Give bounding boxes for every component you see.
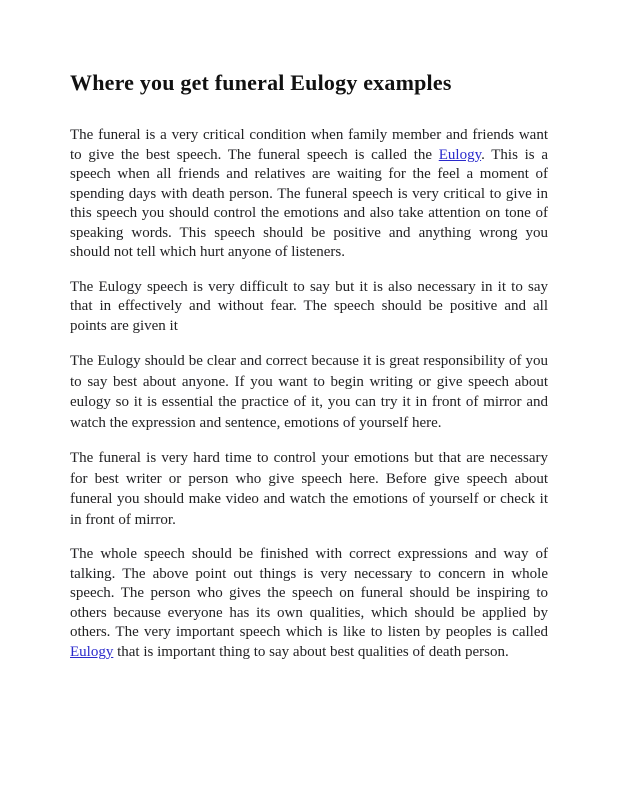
paragraph-4-text: The funeral is very hard time to control your emotions but that are necessary for best writer or person who give speech here. Before give speech about funeral you should make video and watch the emotions of yourself or check it in front of mirror. — [70, 450, 548, 528]
eulogy-link-1[interactable]: Eulogy — [438, 146, 482, 163]
page-title: Where you get funeral Eulogy examples — [70, 70, 452, 95]
document-content — [70, 70, 548, 677]
paragraph-3-text: The Eulogy should be clear and correct because it is great responsibility of you to say best about anyone. If you want to begin writing or give speech about eulogy so it is essential the practice of it, you can try it in front of mirror and watch the expression and sentence, emotions of yourself here. — [70, 353, 548, 431]
eulogy-link-2[interactable]: Eulogy — [70, 643, 114, 660]
paragraph-2-text: The Eulogy speech is very difficult to say but it is also necessary in it to say that in effectively and without fear. The speech should be positive and all points are given it — [70, 278, 548, 334]
paragraph-5 — [70, 545, 548, 662]
paragraph-1-text-a: The funeral is a very critical condition when family member and friends want to give the best speech. The funeral speech is called the — [70, 127, 548, 163]
paragraph-1 — [70, 126, 548, 263]
paragraph-2 — [70, 278, 548, 337]
paragraph-3 — [70, 351, 548, 433]
paragraph-5-text-b: that is important thing to say about best qualities of death person. — [113, 643, 509, 660]
paragraph-5-text-a: The whole speech should be finished with correct expressions and way of talking. The above point out things is very necessary to concern in whole speech. The person who gives the speech on funeral should be inspiring to others because everyone has its own qualities, which should be applied by others. The very important speech which is like to listen by peoples is called — [70, 546, 548, 640]
paragraph-4 — [70, 448, 548, 530]
paragraph-1-text-b: . This is a speech when all friends and relatives are waiting for the feel a moment of spending days with death person. The funeral speech is very critical to give in this speech you should control the emotions and also take attention on tone of speaking words. This speech should be positive and anything wrong you should not tell which hurt anyone of listeners. — [70, 146, 549, 260]
